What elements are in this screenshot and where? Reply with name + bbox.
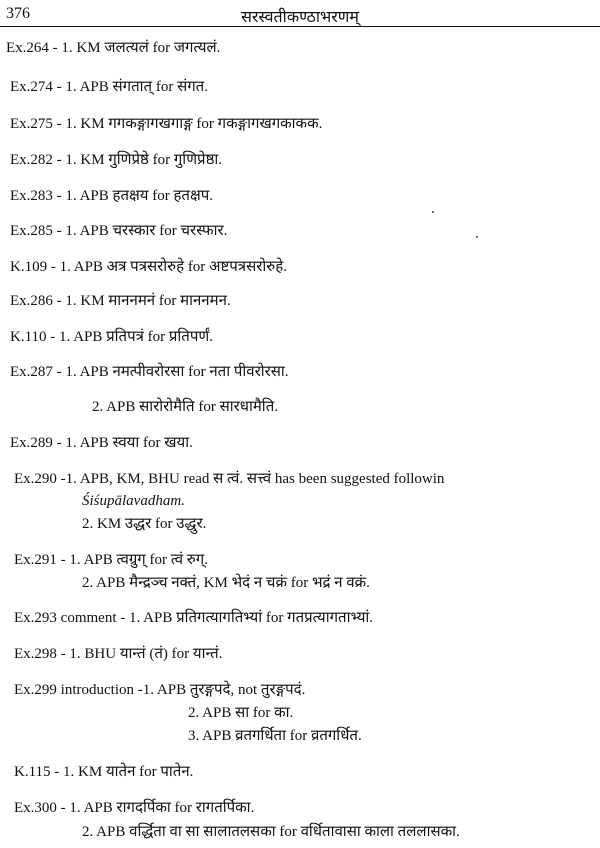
note-line-ex283: Ex.283 - 1. APB हतक्षय for हतक्षप. — [10, 188, 214, 204]
note-line-ex287-2: 2. APB सारोरोमैति for सारधामैति. — [92, 399, 278, 415]
note-line-ex282: Ex.282 - 1. KM गुणिप्रेष्ठे for गुणिप्रेष्ठा. — [10, 152, 223, 168]
note-line-ex286: Ex.286 - 1. KM माननमनं for माननमन. — [10, 293, 231, 309]
note-line-ex299-2: 2. APB सा for का. — [188, 705, 294, 721]
note-line-ex290: Ex.290 -1. APB, KM, BHU read स त्वं. सत्त्वं has been suggested followin — [14, 471, 445, 487]
note-line-ex285: Ex.285 - 1. APB चरस्कार for चरस्फार. — [10, 223, 228, 239]
note-line-ex299: Ex.299 introduction -1. APB तुरङ्गपदे, not तुरङ्गपदं. — [14, 682, 306, 698]
note-line-ex298: Ex.298 - 1. BHU यान्तं (तं) for यान्तं. — [14, 646, 223, 662]
note-line-ex289: Ex.289 - 1. APB स्वया for खया. — [10, 435, 193, 451]
note-line-k115: K.115 - 1. KM यातेन for पातेन. — [14, 764, 194, 780]
note-line-k109: K.109 - 1. APB अत्र पत्रसरोरुहे for अष्टपत्रसरोरुहे. — [10, 259, 287, 275]
print-speck — [432, 211, 434, 213]
note-line-ex293: Ex.293 comment - 1. APB प्रतिगत्यागतिभ्यां for गतप्रत्यागताभ्यां. — [14, 610, 374, 626]
note-line-ex287: Ex.287 - 1. APB नमत्पीवरोरसा for नता पीवरोरसा. — [10, 364, 289, 380]
note-line-ex300: Ex.300 - 1. APB रागदर्पिका for रागतर्पिका. — [14, 800, 255, 816]
note-line-ex264: Ex.264 - 1. KM जलत्यलं for जगत्यलं. — [6, 40, 221, 56]
note-line-ex290-source: Śiśupālavadham. — [82, 493, 185, 509]
print-speck — [476, 236, 478, 238]
note-line-ex299-3: 3. APB व्रतगर्धिता for व्रतगर्धित. — [188, 728, 362, 744]
header-rule — [0, 26, 600, 27]
note-line-k110: K.110 - 1. APB प्रतिपत्रं for प्रतिपर्णं. — [10, 329, 213, 345]
note-line-ex290-2: 2. KM उद्धर for उद्धुर. — [82, 516, 207, 532]
note-line-ex274: Ex.274 - 1. APB संगतात् for संगत. — [10, 79, 208, 95]
note-line-ex275: Ex.275 - 1. KM गगकङ्गागखगाङ्ग for गकङ्गागखगकाकक. — [10, 116, 323, 132]
note-line-ex300-2: 2. APB वर्द्धिता वा सा सालातलसका for वर्धितावासा काला तललासका. — [82, 824, 460, 840]
note-line-ex291-2: 2. APB मैन्द्रञ्च नक्तं, KM भेदं न चक्रं for भद्रं न वक्रं. — [82, 575, 370, 591]
page-number: 376 — [6, 5, 30, 22]
note-line-ex291: Ex.291 - 1. APB त्वग्रुग् for त्वं रुग्. — [14, 552, 208, 568]
running-title: सरस्वतीकण्ठाभरणम् — [241, 9, 359, 26]
